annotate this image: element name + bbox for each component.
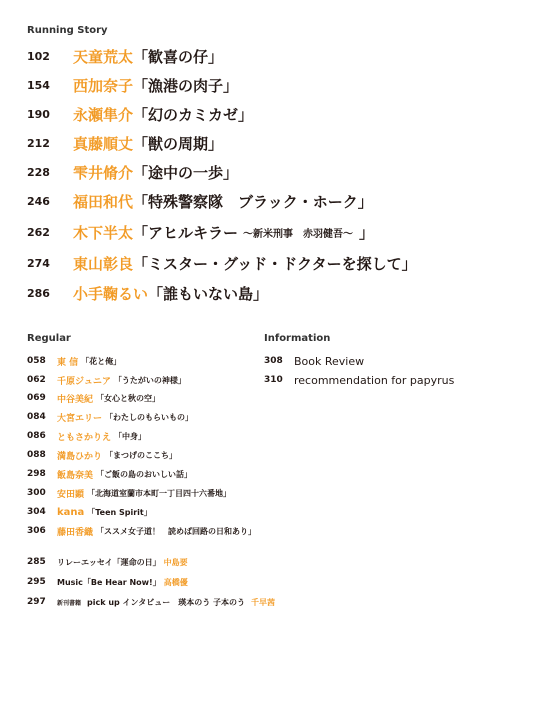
author-name: 永瀬隼介 — [73, 105, 134, 124]
entry-title: 「女心と秋の空」 — [96, 393, 161, 403]
story-title: 「漁港の肉子」 — [133, 76, 239, 95]
story-entry[interactable] — [27, 74, 238, 96]
author-name: 福田和代 — [73, 192, 134, 211]
regular-header: Regular — [27, 333, 71, 344]
page-number: 300 — [27, 488, 46, 498]
story-title: 「ミスター・グッド・ドクターを探して」 — [133, 254, 417, 273]
story-entry[interactable] — [27, 45, 223, 67]
entry-prefix: 新刊書籍 — [57, 599, 82, 607]
entry-title: pick up インタビュー 瑛本のう 子本のう — [87, 597, 246, 607]
author-name: 小手鞠るい — [73, 284, 149, 303]
entry-title: リレーエッセイ「運命の日」 — [57, 557, 161, 567]
extra-entry[interactable] — [27, 575, 188, 589]
page-number: 058 — [27, 356, 46, 366]
story-title: 「途中の一歩」 — [133, 163, 239, 182]
author-name: 満島ひかり — [57, 451, 103, 462]
page-number: 310 — [264, 375, 283, 385]
author-name: 高橋優 — [163, 577, 188, 587]
entry-title: 「花と俺」 — [81, 356, 122, 366]
story-entry[interactable] — [27, 282, 268, 304]
page-number: 069 — [27, 393, 46, 403]
entry-title: 「ススメ女子道！ 読めば回路の日和あり」 — [96, 526, 257, 536]
author-name: ともさかりえ — [57, 432, 112, 443]
story-entry[interactable] — [27, 161, 238, 183]
entry-title: 「Teen Spirit」 — [87, 507, 152, 517]
page-number: 304 — [27, 507, 46, 517]
page-number: 190 — [27, 107, 50, 121]
author-name: 藤田香織 — [57, 527, 94, 538]
regular-entry[interactable] — [27, 448, 177, 462]
running-story-header: Running Story — [27, 25, 108, 36]
entry-title: Music「Be Hear Now!」 — [57, 577, 161, 587]
regular-entry[interactable] — [27, 429, 146, 443]
story-title: 「特殊警察隊 ブラック・ホーク」 — [133, 192, 373, 211]
page-number: 306 — [27, 526, 46, 536]
entry-title: 「うたがいの神様」 — [113, 375, 186, 385]
author-name: 千原ジュニア — [57, 376, 111, 387]
information-entry[interactable] — [264, 372, 454, 388]
entry-title: 「わたしのもらいもの」 — [105, 412, 194, 422]
author-name: 大宮エリー — [57, 413, 103, 424]
story-title: 「アヒルキラー — [133, 223, 239, 242]
page-number: 246 — [27, 194, 50, 208]
page-number: 308 — [264, 356, 283, 366]
author-name: 天童荒太 — [73, 47, 134, 66]
author-name: 千早茜 — [251, 597, 276, 607]
page-number: 102 — [27, 49, 50, 63]
author-name: 西加奈子 — [73, 76, 134, 95]
story-entry[interactable] — [27, 190, 373, 212]
regular-entry[interactable] — [27, 391, 160, 405]
page-number: 154 — [27, 78, 50, 92]
story-title: 「誰もいない島」 — [148, 284, 269, 303]
title-close-bracket: 」 — [359, 223, 375, 242]
page-number: 062 — [27, 375, 46, 385]
page-number: 262 — [27, 225, 50, 239]
story-title: 「幻のカミカゼ」 — [133, 105, 254, 124]
page-number: 298 — [27, 469, 46, 479]
page-number: 285 — [27, 557, 46, 567]
regular-entry[interactable] — [27, 486, 231, 500]
regular-entry[interactable] — [27, 505, 152, 519]
entry-title: 「まつげのここち」 — [105, 450, 178, 460]
story-entry[interactable] — [27, 103, 253, 125]
page-number: 295 — [27, 577, 46, 587]
author-name: 真藤順丈 — [73, 134, 134, 153]
story-title: 「歓喜の仔」 — [133, 47, 224, 66]
author-name: 東山彰良 — [73, 254, 134, 273]
page-number: 086 — [27, 431, 46, 441]
information-header: Information — [264, 333, 331, 344]
regular-entry[interactable] — [27, 373, 186, 387]
page-number: 274 — [27, 256, 50, 270]
author-name: 雫井脩介 — [73, 163, 134, 182]
page-number: 212 — [27, 136, 50, 150]
story-entry[interactable] — [27, 221, 374, 243]
author-name: 木下半太 — [73, 223, 134, 242]
regular-entry[interactable] — [27, 354, 121, 368]
author-name: 飯島奈美 — [57, 470, 94, 481]
page-number: 297 — [27, 597, 46, 607]
entry-title: 「中身」 — [114, 431, 147, 441]
entry-title: Book Review — [294, 354, 365, 368]
story-entry[interactable] — [27, 132, 223, 154]
author-name: kana — [57, 506, 85, 518]
page-number: 088 — [27, 450, 46, 460]
story-subtitle: ～新米刑事 赤羽健吾～ — [243, 228, 354, 240]
entry-title: recommendation for papyrus — [294, 373, 455, 387]
regular-entry[interactable] — [27, 524, 256, 538]
regular-entry[interactable] — [27, 410, 193, 424]
regular-entry[interactable] — [27, 467, 192, 481]
story-entry[interactable] — [27, 252, 417, 274]
page-number: 286 — [27, 286, 50, 300]
extra-entry[interactable] — [27, 595, 275, 609]
story-title: 「獣の周期」 — [133, 134, 224, 153]
page-number: 228 — [27, 165, 50, 179]
author-name: 中谷美紀 — [57, 394, 94, 405]
author-name: 東 信 — [57, 357, 79, 368]
extra-entry[interactable] — [27, 555, 188, 569]
entry-title: 「ご飯の島のおいしい話」 — [96, 469, 193, 479]
author-name: 中島要 — [163, 557, 188, 567]
page-number: 084 — [27, 412, 46, 422]
entry-title: 「北海道室蘭市本町一丁目四十六番地」 — [87, 488, 232, 498]
information-entry[interactable] — [264, 353, 364, 369]
author-name: 安田顕 — [57, 489, 85, 500]
